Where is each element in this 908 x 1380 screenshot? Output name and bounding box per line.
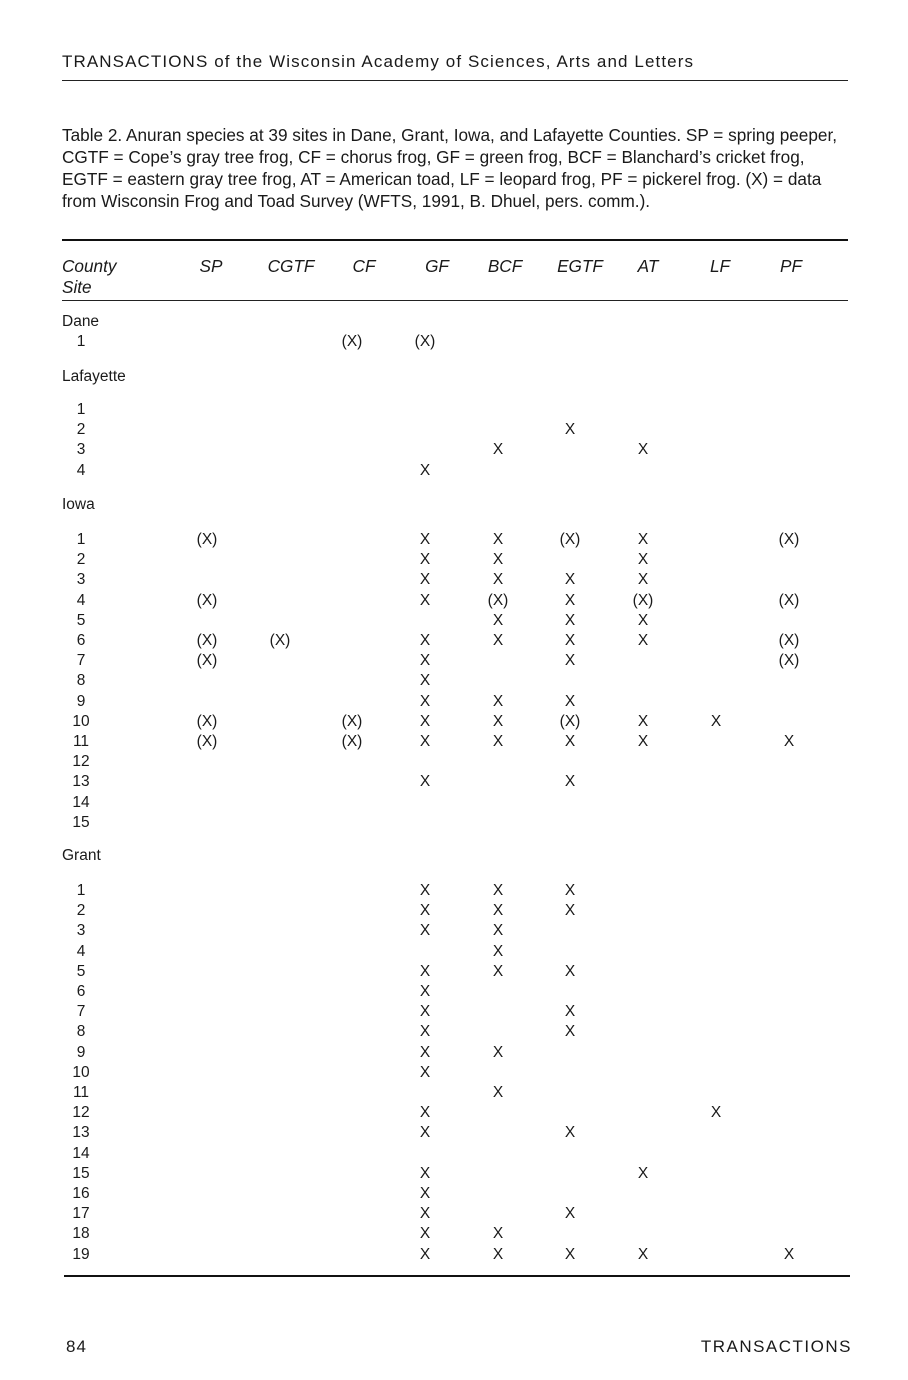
table-cell: X [419,571,431,589]
table-row [0,901,908,921]
table-cell: X [419,461,431,479]
site-number: 14 [72,793,90,811]
site-number: 2 [76,551,86,569]
footer-journal-title: TRANSACTIONS [700,1337,852,1356]
table-cell: X [419,652,431,670]
table-cell: X [564,962,576,980]
table-row [0,332,908,352]
column-header-cf: CF [352,256,376,276]
table-row [0,591,908,611]
table-cell: X [419,1225,431,1243]
column-header-at: AT [637,256,659,276]
table-cell: X [492,441,504,459]
table-cell: X [710,712,722,730]
table-row [0,1144,908,1164]
table-row [0,530,908,550]
site-number: 5 [76,611,86,629]
table-cell: X [637,1245,649,1263]
site-number: 14 [72,1144,90,1162]
column-header-gf: GF [425,256,449,276]
table-cell: X [564,1124,576,1142]
table-row [0,1123,908,1143]
site-number: 1 [76,882,86,899]
table-cell: X [492,1043,504,1061]
table-cell: X [419,1023,431,1041]
table-cell: X [419,1063,431,1081]
table-cell: X [492,922,504,940]
table-cell: X [637,712,649,730]
table-row [0,921,908,941]
table-cell: (X) [559,712,581,730]
table-row [0,1245,908,1265]
table-cell: X [492,962,504,980]
site-number: 15 [72,1164,90,1182]
table-cell: (X) [414,333,436,350]
table-cell: X [564,1205,576,1223]
table-cell: X [419,672,431,690]
site-number: 4 [76,461,86,479]
table-cell: X [419,1003,431,1021]
table-row [0,440,908,460]
table-row [0,1164,908,1184]
table-cell: X [564,882,576,899]
table-cell: X [419,882,431,899]
site-number: 11 [72,733,90,750]
column-header-pf: PF [780,256,802,276]
table-cell: X [637,611,649,629]
table-cell: X [492,1225,504,1243]
site-number: 17 [72,1205,90,1223]
table-row [0,1204,908,1224]
table-cell: (X) [487,591,509,609]
table-cell: X [419,591,431,609]
table-row [0,732,908,752]
site-number: 5 [76,962,86,980]
column-header-bcf: BCF [487,256,523,276]
site-number: 6 [76,632,86,649]
table-cell: (X) [778,531,800,548]
table-row [0,631,908,651]
column-header-county: County [62,256,117,276]
table-cell: X [419,922,431,940]
table-cell: X [564,421,576,439]
table-cell: X [492,1245,504,1263]
table-cell: X [637,571,649,589]
table-cell: (X) [341,333,363,350]
table-cell: X [783,733,795,750]
table-row [0,1063,908,1083]
table-cell: X [419,531,431,548]
table-cell: X [492,632,504,649]
table-row [0,611,908,631]
table-cell: X [419,1043,431,1061]
table-cell: X [637,551,649,569]
county-label: Lafayette [62,368,126,385]
table-cell: X [419,1245,431,1263]
site-number: 1 [76,531,86,548]
page-number: 84 [66,1337,87,1356]
table-cell: (X) [196,591,218,609]
table-cell: X [710,1104,722,1122]
table-cell: X [419,733,431,750]
table-cell: (X) [269,632,291,649]
table-cell: X [564,773,576,791]
table-cell: X [492,611,504,629]
table-cell: X [419,1124,431,1142]
table-cell: X [492,551,504,569]
county-label: Iowa [62,496,95,513]
table-cell: X [492,692,504,710]
site-number: 16 [72,1185,90,1202]
table-cell: X [419,551,431,569]
table-row [0,982,908,1002]
table-cell: (X) [196,652,218,670]
table-caption: Table 2. Anuran species at 39 sites in Dane, Grant, Iowa, and Lafayette Counties. SP = spring peeper, CGTF = Cope’s gray tree frog, CF = chorus frog, GF = green frog, BCF = Blanchard’s cricket frog, EGTF = eastern gray tree frog, AT = American toad, LF = leopard frog, PF = pickerel frog. (X) = data from Wisconsin Frog and Toad Survey (WFTS, 1991, B. Dhuel, pers. comm.). [62,125,838,211]
table-cell: X [637,1164,649,1182]
site-number: 6 [76,983,86,1000]
column-header-county-site [62,256,116,298]
table-cell: (X) [196,632,218,649]
table-cell: X [419,1185,431,1202]
site-number: 12 [72,753,90,771]
table-cell: X [564,1245,576,1263]
site-number: 1 [76,333,86,350]
table-cell: X [419,692,431,710]
site-number: 7 [76,652,86,670]
table-cell: X [492,942,504,960]
site-number: 13 [72,1124,90,1142]
site-number: 3 [76,571,86,589]
table-row [0,772,908,792]
site-number: 9 [76,692,86,710]
table-cell: (X) [341,712,363,730]
site-number: 4 [76,591,86,609]
table-cell: X [564,611,576,629]
table-cell: X [564,591,576,609]
column-header-site: Site [62,277,92,297]
table-cell: X [492,882,504,899]
table-row [0,461,908,481]
table-cell: (X) [196,531,218,548]
site-number: 2 [76,902,86,920]
site-number: 2 [76,421,86,439]
table-row [0,550,908,570]
site-number: 12 [72,1104,90,1122]
table-cell: X [564,632,576,649]
site-number: 11 [72,1084,90,1101]
site-number: 10 [72,712,90,730]
site-number: 15 [72,813,90,831]
table-cell: X [419,1205,431,1223]
site-number: 4 [76,942,86,960]
site-number: 8 [76,1023,86,1041]
site-number: 7 [76,1003,86,1021]
table-cell: X [637,632,649,649]
table-row [0,1083,908,1103]
table-cell: X [492,1084,504,1101]
column-header-cgtf: CGTF [267,256,315,276]
table-row [0,942,908,962]
table-cell: X [637,441,649,459]
column-header-sp: SP [199,256,223,276]
site-number: 3 [76,922,86,940]
table-cell: X [419,1164,431,1182]
table-cell: X [564,571,576,589]
table-row [0,1224,908,1244]
site-number: 8 [76,672,86,690]
table-row [0,752,908,772]
table-cell: X [492,531,504,548]
table-row [0,793,908,813]
column-header-egtf: EGTF [557,256,603,276]
table-cell: X [419,1104,431,1122]
site-number: 18 [72,1225,90,1243]
table-cell: X [419,773,431,791]
table-cell: X [564,1003,576,1021]
header-rule [62,80,848,81]
table-row [0,400,908,420]
table-row [0,651,908,671]
table-cell: X [492,571,504,589]
table-row [0,712,908,732]
table-cell: X [637,531,649,548]
table-cell: (X) [559,531,581,548]
table-cell: (X) [196,733,218,750]
header-bottom-rule [62,300,848,301]
table-row [0,813,908,833]
table-row [0,570,908,590]
table-cell: (X) [778,652,800,670]
table-cell: X [564,902,576,920]
table-bottom-rule [64,1275,850,1277]
table-cell: X [419,962,431,980]
table-cell: X [492,712,504,730]
site-number: 13 [72,773,90,791]
table-cell: X [564,1023,576,1041]
table-cell: (X) [778,591,800,609]
table-row [0,1184,908,1204]
table-top-rule [62,239,848,241]
table-row [0,671,908,691]
table-row [0,1103,908,1123]
table-row [0,1022,908,1042]
table-cell: X [564,733,576,750]
table-cell: (X) [196,712,218,730]
table-cell: X [419,712,431,730]
site-number: 1 [76,401,86,418]
column-header-lf: LF [709,256,731,276]
table-cell: X [637,733,649,750]
table-row [0,692,908,712]
table-cell: X [492,733,504,750]
site-number: 3 [76,441,86,459]
table-cell: (X) [341,733,363,750]
county-label: Grant [62,847,101,864]
table-row [0,962,908,982]
table-cell: X [564,692,576,710]
site-number: 9 [76,1043,86,1061]
table-cell: (X) [632,591,654,609]
table-cell: X [419,983,431,1000]
table-row [0,1043,908,1063]
running-head: TRANSACTIONS of the Wisconsin Academy of Sciences, Arts and Letters [62,52,695,71]
table-row [0,420,908,440]
table-cell: X [783,1245,795,1263]
table-cell: X [419,902,431,920]
site-number: 10 [72,1063,90,1081]
table-cell: X [564,652,576,670]
county-label: Dane [62,313,100,330]
site-number: 19 [72,1245,90,1263]
table-cell: (X) [778,632,800,649]
table-row [0,881,908,901]
table-cell: X [419,632,431,649]
table-cell: X [492,902,504,920]
table-row [0,1002,908,1022]
